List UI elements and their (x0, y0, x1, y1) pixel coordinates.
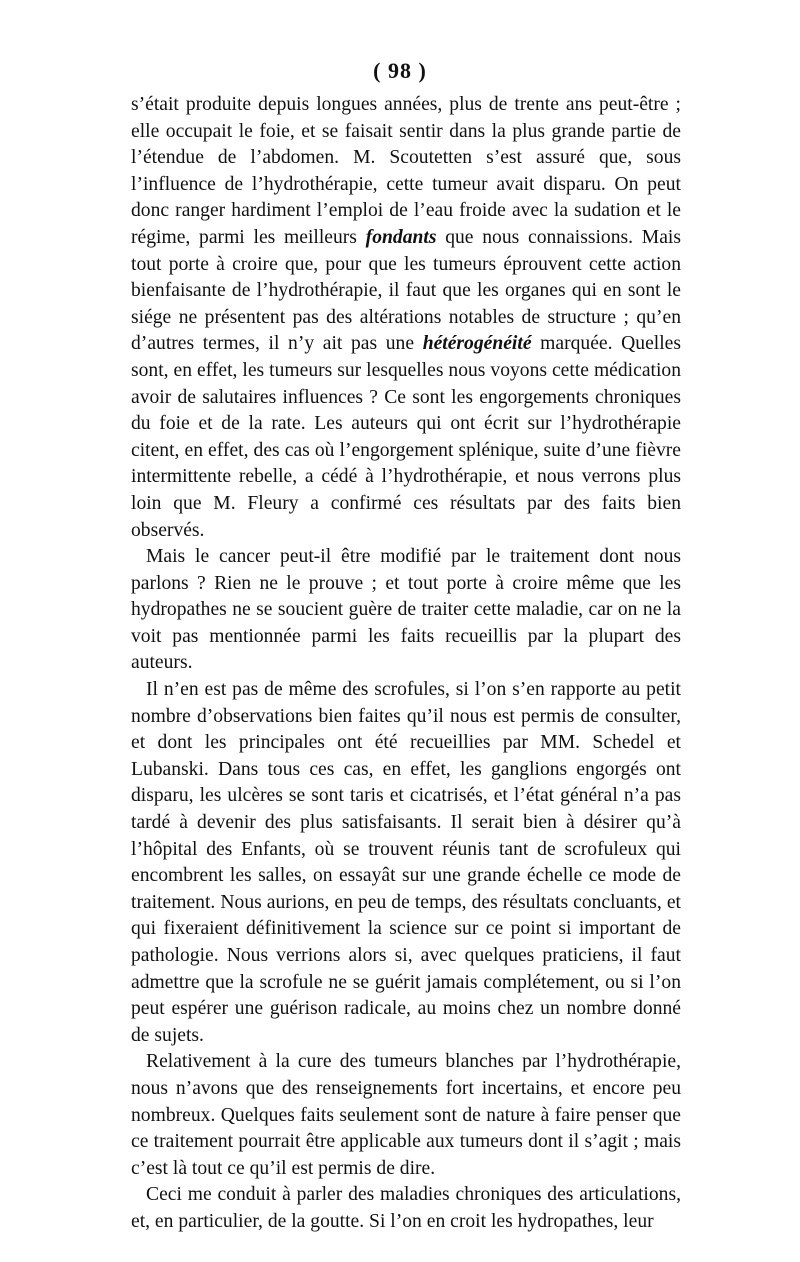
italic-term-heterogeneite: hétérogénéité (422, 333, 532, 355)
body-text (131, 92, 681, 1236)
paragraph-goutte (131, 1182, 681, 1235)
text-segment: que nous connaissions. Mais tout porte à croire que, pour que les tumeurs éprouvent cette action bienfaisante de l’hydrothérapie, il faut que les organes qui en sont le siége ne présentent pas des altérations notables de structure ; qu’en d’autres termes, il n’y ait pas une (131, 226, 681, 355)
italic-term-fondants: fondants (365, 226, 437, 248)
page-number: ( 98 ) (373, 58, 427, 83)
text-segment: marquée. Quelles sont, en effet, les tumeurs sur lesquelles nous voyons cette médication avoir de salutaires influences ? Ce sont les engorgements chroniques du foie et de la rate. Les auteurs qui ont écrit sur l’hydrothérapie citent, en effet, des cas où l’engorgement splénique, suite d’une fièvre intermittente rebelle, a cédé à l’hydrothérapie, et nous verrons plus loin que M. Fleury a confirmé ces résultats par des faits bien observés. (131, 333, 681, 541)
text-segment: Relativement à la cure des tumeurs blanches par l’hydrothérapie, nous n’avons que des renseignements fort incertains, et encore peu nombreux. Quelques faits seulement sont de nature à faire penser que ce traitement pourrait être applicable aux tumeurs dont il s’agit ; mais c’est là tout ce qu’il est permis de dire. (131, 1051, 681, 1179)
text-segment: Mais le cancer peut-il être modifié par le traitement dont nous parlons ? Rien ne le prouve ; et tout porte à croire même que les hydropathes ne se soucient guère de traiter cette maladie, car on ne la voit pas mentionnée parmi les faits recueillis par la plupart des auteurs. (131, 546, 681, 674)
text-segment: Ceci me conduit à parler des maladies chroniques des articulations, et, en particulier, de la goutte. Si l’on en croit les hydropathes, leur (131, 1184, 681, 1232)
text-segment: s’était produite depuis longues années, plus de trente ans peut-être ; elle occupait le foie, et se faisait sentir dans la plus grande partie de l’étendue de l’abdomen. M. Scoutetten s’est assuré que, sous l’influence de l’hydrothérapie, cette tumeur avait disparu. On peut donc ranger hardiment l’emploi de l’eau froide avec la sudation et le régime, parmi les meilleurs (131, 94, 681, 248)
paragraph-tumeurs-blanches (131, 1049, 681, 1182)
paragraph-scrofules (131, 677, 681, 1049)
paragraph-continuation (131, 92, 681, 544)
paragraph-cancer (131, 544, 681, 677)
text-segment: Il n’en est pas de même des scrofules, si l’on s’en rapporte au petit nombre d’observations bien faites qu’il nous est permis de consulter, et dont les principales ont été recueillies par MM. Schedel et Lubanski. Dans tous ces cas, en effet, les ganglions engorgés ont disparu, les ulcères se sont taris et cicatrisés, et l’état général n’a pas tardé à devenir des plus satisfaisants. Il serait bien à désirer qu’à l’hôpital des Enfants, où se trouvent réunis tant de scrofuleux qui encombrent les salles, on essayât sur une grande échelle ce mode de traitement. Nous aurions, en peu de temps, des résultats concluants, et qui fixeraient définitivement la science sur ce point si important de pathologie. Nous verrions alors si, avec quelques praticiens, il faut admettre que la scrofule ne se guérit jamais complétement, ou si l’on peut espérer une guérison radicale, au moins chez un nombre donné de sujets. (131, 679, 681, 1046)
